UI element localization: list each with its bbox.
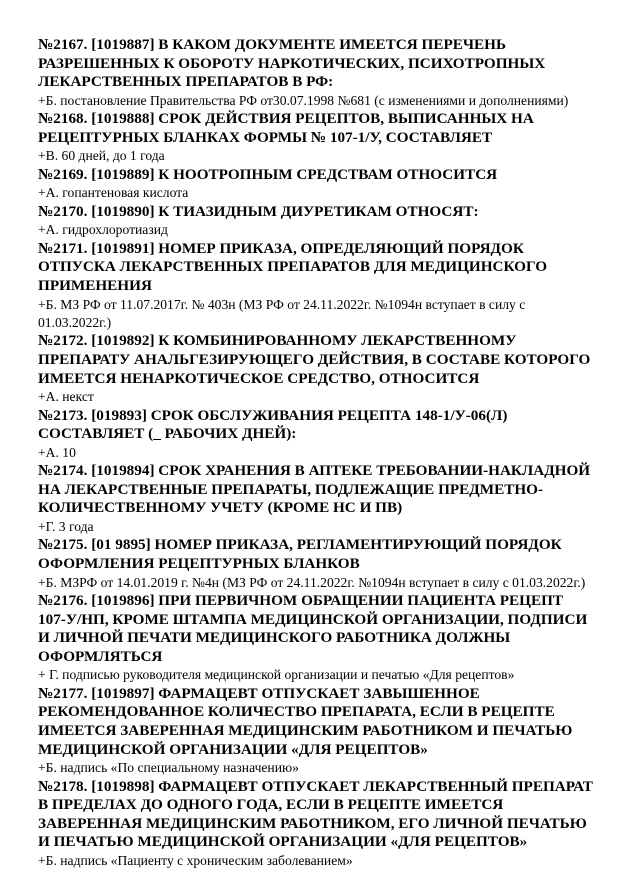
answer-2167: +Б. постановление Правительства РФ от30.07.1998 №681 (с изменениями и дополнениями) [38,92,569,108]
answer-2174: +Г. 3 года [38,518,94,534]
question-2174: №2174. [1019894] СРОК ХРАНЕНИЯ В АПТЕКЕ ТРЕБОВАНИИ-НАКЛАДНОЙ НА ЛЕКАРСТВЕННЫЕ ПРЕПАРАТЫ, ПОДЛЕЖАЩИЕ ПРЕДМЕТНО-КОЛИЧЕСТВЕННОМУ УЧЕТУ (КРОМЕ НС И ПВ) [38,462,591,517]
question-2178: №2178. [1019898] ФАРМАЦЕВТ ОТПУСКАЕТ ЛЕКАРСТВЕННЫЙ ПРЕПАРАТ В ПРЕДЕЛАХ ДО ОДНОГО ГОДА, ЕСЛИ В РЕЦЕПТЕ ИМЕЕТСЯ ЗАВЕРЕННАЯ МЕДИЦИНСКИМ РАБОТНИКОМ, ЕГО ЛИЧНОЙ ПЕЧАТЬЮ И ПЕЧАТЬЮ МЕДИЦИНСКОЙ ОРГАНИЗАЦИИ «ДЛЯ РЕЦЕПТОВ» [38,777,593,851]
answer-2170: +А. гидрохлоротиазид [38,222,168,238]
answer-2172: +А. некст [38,389,94,405]
question-2169: №2169. [1019889] К НООТРОПНЫМ СРЕДСТВАМ ОТНОСИТСЯ [38,165,498,183]
question-2170: №2170. [1019890] К ТИАЗИДНЫМ ДИУРЕТИКАМ ОТНОСЯТ: [38,202,479,220]
question-2176: №2176. [1019896] ПРИ ПЕРВИЧНОМ ОБРАЩЕНИИ ПАЦИЕНТА РЕЦЕПТ 107-У/НП, КРОМЕ ШТАМПА МЕДИЦИНСКОЙ ОРГАНИЗАЦИИ, ПОДПИСИ И ЛИЧНОЙ ПЕЧАТИ МЕДИЦИНСКОГО РАБОТНИКА ДОЛЖНЫ ОФОРМЛЯТЬСЯ [38,591,588,665]
answer-2176: + Г. подписью руководителя медицинской организации и печатью «Для рецептов» [38,667,515,683]
answer-2169: +А. гопантеновая кислота [38,185,189,201]
answer-2177: +Б. надпись «По специальному назначению» [38,760,299,776]
question-2171: №2171. [1019891] НОМЕР ПРИКАЗА, ОПРЕДЕЛЯЮЩИЙ ПОРЯДОК ОТПУСКА ЛЕКАРСТВЕННЫХ ПРЕПАРАТОВ ДЛЯ МЕДИЦИНСКОГО ПРИМЕНЕНИЯ [38,239,548,294]
question-2173: №2173. [019893] СРОК ОБСЛУЖИВАНИЯ РЕЦЕПТА 148-1/У-06(Л) СОСТАВЛЯЕТ (_ РАБОЧИХ ДНЕЙ): [38,406,508,443]
answer-2178: +Б. надпись «Пациенту с хроническим заболеванием» [38,852,353,868]
question-2172: №2172. [1019892] К КОМБИНИРОВАННОМУ ЛЕКАРСТВЕННОМУ ПРЕПАРАТУ АНАЛЬГЕЗИРУЮЩЕГО ДЕЙСТВИЯ, В СОСТАВЕ КОТОРОГО ИМЕЕТСЯ НЕНАРКОТИЧЕСКОЕ СРЕДСТВО, ОТНОСИТСЯ [38,332,591,387]
question-2177: №2177. [1019897] ФАРМАЦЕВТ ОТПУСКАЕТ ЗАВЫШЕННОЕ РЕКОМЕНДОВАННОЕ КОЛИЧЕСТВО ПРЕПАРАТА, ЕСЛИ В РЕЦЕПТЕ ИМЕЕТСЯ ЗАВЕРЕННАЯ МЕДИЦИНСКИМ РАБОТНИКОМ И ПЕЧАТЬЮ МЕДИЦИНСКОЙ ОРГАНИЗАЦИИ «ДЛЯ РЕЦЕПТОВ» [38,684,573,758]
answer-2168: +В. 60 дней, до 1 года [38,148,165,164]
question-2175: №2175. [01 9895] НОМЕР ПРИКАЗА, РЕГЛАМЕНТИРУЮЩИЙ ПОРЯДОК ОФОРМЛЕНИЯ РЕЦЕПТУРНЫХ БЛАНКОВ [38,536,562,572]
question-2167: №2167. [1019887] В КАКОМ ДОКУМЕНТЕ ИМЕЕТСЯ ПЕРЕЧЕНЬ РАЗРЕШЕННЫХ К ОБОРОТУ НАРКОТИЧЕСКИХ, ПСИХОТРОПНЫХ ЛЕКАРСТВЕННЫХ ПРЕПАРАТОВ В РФ: [38,36,546,91]
answer-2171: +Б. МЗ РФ от 11.07.2017г. № 403н (МЗ РФ от 24.11.2022г. №1094н вступает в силу с 01.03.2022г.) [38,296,526,330]
document-page [38,36,594,870]
answer-2175: +Б. МЗРФ от 14.01.2019 г. №4н (МЗ РФ от 24.11.2022г. №1094н вступает в силу с 01.03.2022г.) [38,574,586,590]
answer-2173: +А. 10 [38,444,76,460]
question-2168: №2168. [1019888] СРОК ДЕЙСТВИЯ РЕЦЕПТОВ, ВЫПИСАННЫХ НА РЕЦЕПТУРНЫХ БЛАНКАХ ФОРМЫ № 107-1/У, СОСТАВЛЯЕТ [38,110,534,146]
